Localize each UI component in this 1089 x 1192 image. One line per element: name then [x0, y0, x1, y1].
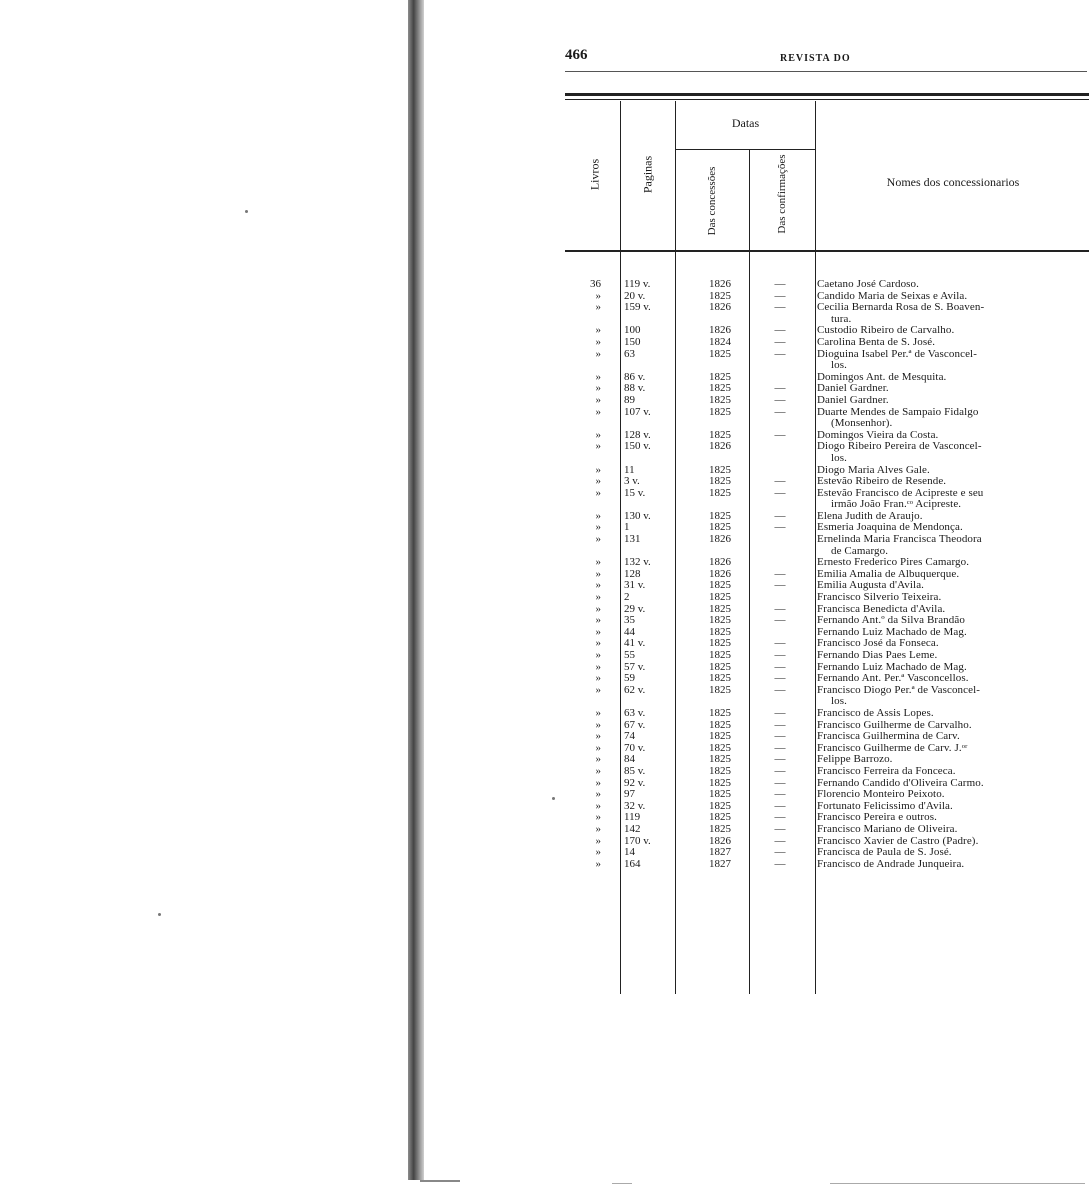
scan-speck — [158, 913, 161, 916]
livro-cell: » — [595, 672, 601, 685]
confirmacao-cell: — — [774, 811, 786, 824]
bottom-edge-line — [830, 1183, 1085, 1184]
pagina-cell: 170 v. — [624, 834, 651, 847]
pagina-cell: 150 v. — [624, 440, 651, 453]
pagina-cell: 44 — [624, 625, 635, 638]
confirmacao-cell: — — [774, 486, 786, 499]
nome-text: Fernando Candido d'Oliveira Carmo. — [817, 776, 984, 789]
nome-text: Custodio Ribeiro de Carvalho. — [817, 324, 955, 337]
concessao-cell: 1826 — [709, 567, 731, 580]
livro-cell: » — [595, 741, 601, 754]
concessao-cell: 1824 — [709, 335, 731, 348]
pagina-cell: 107 v. — [624, 405, 651, 418]
nome-cell — [817, 534, 1075, 557]
nome-text: Duarte Mendes de Sampaio Fidalgo — [817, 405, 979, 418]
pagina-cell: 67 v. — [624, 718, 646, 731]
concessao-cell: 1825 — [709, 741, 731, 754]
concessao-cell: 1825 — [709, 637, 731, 650]
table-row — [565, 534, 1089, 557]
pagina-cell: 1 — [624, 521, 630, 534]
nome-continuation: irmão João Fran.ᶜᵒ Acipreste. — [831, 498, 962, 511]
bottom-edge-line — [612, 1183, 632, 1184]
pagina-cell: 63 — [624, 347, 635, 360]
nome-cell — [817, 407, 1075, 430]
nome-text: Francisco Silverio Teixeira. — [817, 591, 942, 604]
nome-text: Daniel Gardner. — [817, 382, 889, 395]
concessao-cell: 1825 — [709, 486, 731, 499]
nome-text: Estevão Ribeiro de Resende. — [817, 475, 947, 488]
livro-cell: » — [595, 753, 601, 766]
table-top-rule-thin — [565, 99, 1089, 100]
confirmacao-cell: — — [774, 324, 786, 337]
pagina-cell: 11 — [624, 463, 635, 476]
concessao-cell: 1825 — [709, 706, 731, 719]
nome-text: Francisco Ferreira da Fonceca. — [817, 764, 956, 777]
confirmacao-cell: — — [774, 649, 786, 661]
livro-cell: » — [595, 788, 601, 801]
concessao-cell: 1826 — [709, 440, 731, 453]
table-body — [565, 279, 1089, 870]
concessao-cell: 1825 — [709, 509, 731, 522]
concessao-cell: 1825 — [709, 776, 731, 789]
livro-cell: » — [595, 637, 601, 650]
concessao-cell: 1825 — [709, 822, 731, 835]
concessao-cell: 1825 — [709, 370, 731, 383]
confirmacao-cell: — — [774, 822, 786, 835]
livro-cell: 36 — [590, 278, 601, 290]
concessao-cell: 1826 — [709, 324, 731, 337]
pagina-cell: 86 v. — [624, 370, 646, 383]
pagina-cell: 119 v. — [624, 278, 651, 290]
nome-text: Francisco José da Fonseca. — [817, 637, 939, 650]
confirmacao-cell: — — [774, 278, 786, 290]
livro-cell: » — [595, 625, 601, 638]
pagina-cell: 62 v. — [624, 683, 646, 696]
concessao-cell: 1825 — [709, 625, 731, 638]
page-number: 466 — [565, 47, 588, 63]
pagina-cell: 84 — [624, 753, 635, 766]
livro-cell: » — [595, 556, 601, 569]
livro-cell: » — [595, 811, 601, 824]
nome-text: Dioguina Isabel Per.ª de Vasconcel- — [817, 347, 977, 360]
pagina-cell: 57 v. — [624, 660, 646, 673]
concessao-cell: 1825 — [709, 683, 731, 696]
livro-cell: » — [595, 660, 601, 673]
confirmacao-cell: — — [774, 428, 786, 441]
concessao-cell: 1825 — [709, 463, 731, 476]
table-row — [565, 488, 1089, 511]
pagina-cell: 74 — [624, 730, 635, 743]
nome-text: Domingos Ant. de Mesquita. — [817, 370, 947, 383]
confirmacao-cell: — — [774, 788, 786, 801]
pagina-cell: 142 — [624, 822, 641, 835]
pagina-cell: 88 v. — [624, 382, 646, 395]
nome-cell — [817, 859, 1075, 871]
confirmacao-cell: — — [774, 799, 786, 812]
pagina-cell: 2 — [624, 591, 630, 604]
nome-text: Caetano José Cardoso. — [817, 278, 919, 290]
livro-cell: » — [595, 486, 601, 499]
nome-text: Fernando Ant.º da Silva Brandão — [817, 614, 965, 627]
confirmacao-cell: — — [774, 614, 786, 627]
confirmacao-cell: — — [774, 730, 786, 743]
concessao-cell: 1826 — [709, 556, 731, 569]
pagina-cell: 150 — [624, 335, 641, 348]
nome-text: Florencio Monteiro Peixoto. — [817, 788, 945, 801]
livro-cell: » — [595, 382, 601, 395]
livro-cell: » — [595, 846, 601, 859]
table-row — [565, 859, 1089, 871]
nome-text: Francisco Guilherme de Carvalho. — [817, 718, 972, 731]
pagina-cell: 92 v. — [624, 776, 646, 789]
nome-continuation: los. — [831, 359, 847, 372]
table-header-rule — [565, 250, 1089, 252]
livro-cell: » — [595, 683, 601, 696]
livro-cell: » — [595, 799, 601, 812]
nome-continuation: (Monsenhor). — [831, 417, 893, 430]
nome-text: Elena Judith de Araujo. — [817, 509, 923, 522]
livro-cell: » — [595, 857, 601, 870]
table-row — [565, 349, 1089, 372]
concessao-cell: 1825 — [709, 579, 731, 592]
scan-speck — [552, 797, 555, 800]
pagina-cell: 14 — [624, 846, 635, 859]
livro-cell: » — [595, 301, 601, 314]
confirmacao-cell: — — [774, 741, 786, 754]
concessao-cell: 1825 — [709, 289, 731, 302]
nome-text: Estevão Francisco de Acipreste e seu — [817, 486, 984, 499]
pagina-cell: 159 v. — [624, 301, 651, 314]
nome-text: Ernesto Frederico Pires Camargo. — [817, 556, 970, 569]
nome-text: Diogo Ribeiro Pereira de Vasconcel- — [817, 440, 982, 453]
pagina-cell: 15 v. — [624, 486, 646, 499]
confirmacao-cell: — — [774, 706, 786, 719]
confirmacao-cell: — — [774, 567, 786, 580]
confirmacao-cell: — — [774, 683, 786, 696]
concessao-cell: 1825 — [709, 672, 731, 685]
nome-text: Daniel Gardner. — [817, 393, 889, 406]
confirmacao-cell: — — [774, 579, 786, 592]
concessao-cell: 1825 — [709, 788, 731, 801]
nome-continuation: los. — [831, 451, 847, 464]
concessao-cell: 1825 — [709, 382, 731, 395]
header-rule — [565, 71, 1087, 72]
confirmacao-cell: — — [774, 672, 786, 685]
confirmacao-cell: — — [774, 718, 786, 731]
confirmacao-cell: — — [774, 846, 786, 859]
datas-underline — [676, 149, 815, 150]
pagina-cell: 63 v. — [624, 706, 646, 719]
livro-cell: » — [595, 521, 601, 534]
livro-cell: » — [595, 533, 601, 546]
pagina-cell: 20 v. — [624, 289, 646, 302]
livro-cell: » — [595, 347, 601, 360]
livro-cell: » — [595, 440, 601, 453]
nome-text: Ernelinda Maria Francisca Theodora — [817, 533, 982, 546]
nome-text: Fernando Ant. Per.ª Vasconcellos. — [817, 672, 969, 685]
pagina-cell: 97 — [624, 788, 635, 801]
pagina-cell: 132 v. — [624, 556, 651, 569]
header-paginas: Paginas — [640, 155, 655, 194]
concessao-cell: 1825 — [709, 811, 731, 824]
pagina-cell: 131 — [624, 533, 641, 546]
pagina-cell: 3 v. — [624, 475, 640, 488]
pagina-cell: 29 v. — [624, 602, 646, 615]
confirmacao-cell: — — [774, 753, 786, 766]
nome-text: Francisca Guilhermina de Carv. — [817, 730, 960, 743]
pagina-cell: 100 — [624, 324, 641, 337]
concessao-cell: 1825 — [709, 753, 731, 766]
confirmacao-cell: — — [774, 521, 786, 534]
nome-text: Fernando Luiz Machado de Mag. — [817, 660, 967, 673]
spine-foot — [420, 1170, 460, 1182]
header-concessoes: Das concessões — [706, 166, 718, 236]
concessao-cell: 1827 — [709, 857, 731, 870]
concessao-cell: 1825 — [709, 799, 731, 812]
nome-text: Cecilia Bernarda Rosa de S. Boaven- — [817, 301, 985, 314]
concessao-cell: 1825 — [709, 428, 731, 441]
livro-cell: » — [595, 764, 601, 777]
header-nomes: Nomes dos concessionarios — [886, 175, 1020, 189]
confirmacao-cell: — — [774, 475, 786, 488]
scan-speck — [245, 210, 248, 213]
confirmacao-cell: — — [774, 776, 786, 789]
pagina-cell: 32 v. — [624, 799, 646, 812]
pagina-cell: 119 — [624, 811, 641, 824]
nome-cell — [817, 349, 1075, 372]
pagina-cell: 41 v. — [624, 637, 646, 650]
livro-cell: » — [595, 614, 601, 627]
confirmacao-cell: — — [774, 660, 786, 673]
header-confirmacoes: Das confirmações — [776, 154, 788, 234]
pagina-cell: 130 v. — [624, 509, 651, 522]
livro-cell: » — [595, 579, 601, 592]
livro-cell: » — [595, 649, 601, 661]
livro-cell: » — [595, 393, 601, 406]
concessao-cell: 1826 — [709, 278, 731, 290]
concessao-cell: 1825 — [709, 347, 731, 360]
concessao-cell: 1826 — [709, 533, 731, 546]
concessao-cell: 1825 — [709, 591, 731, 604]
concessao-cell: 1825 — [709, 649, 731, 661]
concessao-cell: 1825 — [709, 764, 731, 777]
livro-cell: » — [595, 718, 601, 731]
book-spine — [408, 0, 424, 1180]
nome-continuation: de Camargo. — [831, 544, 889, 557]
confirmacao-cell: — — [774, 637, 786, 650]
pagina-cell: 31 v. — [624, 579, 646, 592]
confirmacao-cell: — — [774, 393, 786, 406]
livro-cell: » — [595, 324, 601, 337]
nome-text: Candido Maria de Seixas e Avila. — [817, 289, 968, 302]
pagina-cell: 89 — [624, 393, 635, 406]
pagina-cell: 35 — [624, 614, 635, 627]
confirmacao-cell: — — [774, 602, 786, 615]
nome-cell — [817, 441, 1075, 464]
confirmacao-cell: — — [774, 857, 786, 870]
concessao-cell: 1825 — [709, 475, 731, 488]
nome-text: Francisca de Paula de S. José. — [817, 846, 952, 859]
concessao-cell: 1825 — [709, 660, 731, 673]
nome-text: Francisco Mariano de Oliveira. — [817, 822, 958, 835]
livro-cell: » — [595, 776, 601, 789]
pagina-cell: 85 v. — [624, 764, 646, 777]
nome-cell — [817, 488, 1075, 511]
livro-cell: » — [595, 591, 601, 604]
livro-cell: » — [595, 370, 601, 383]
concessao-cell: 1825 — [709, 730, 731, 743]
pagina-cell: 59 — [624, 672, 635, 685]
table-row — [565, 685, 1089, 708]
nome-text: Fortunato Felicissimo d'Avila. — [817, 799, 953, 812]
concessao-cell: 1825 — [709, 718, 731, 731]
concessao-cell: 1825 — [709, 405, 731, 418]
nome-text: Emilia Amalia de Albuquerque. — [817, 567, 960, 580]
concessao-cell: 1826 — [709, 834, 731, 847]
header-datas: Datas — [731, 116, 760, 130]
pagina-cell: 128 v. — [624, 428, 651, 441]
concessao-cell: 1825 — [709, 614, 731, 627]
nome-text: Esmeria Joaquina de Mendonça. — [817, 521, 963, 534]
nome-text: Francisco de Assis Lopes. — [817, 706, 934, 719]
livro-cell: » — [595, 475, 601, 488]
running-title: REVISTA DO — [780, 53, 851, 64]
livro-cell: » — [595, 834, 601, 847]
nome-continuation: tura. — [831, 312, 852, 325]
livro-cell: » — [595, 706, 601, 719]
concessao-cell: 1827 — [709, 846, 731, 859]
confirmacao-cell: — — [774, 347, 786, 360]
nome-text: Emilia Augusta d'Avila. — [817, 579, 925, 592]
concessao-cell: 1825 — [709, 602, 731, 615]
table-top-rule — [565, 93, 1089, 96]
pagina-cell: 164 — [624, 857, 641, 870]
pagina-cell: 128 — [624, 567, 641, 580]
table-row — [565, 441, 1089, 464]
pagina-cell: 70 v. — [624, 741, 646, 754]
concessao-cell: 1826 — [709, 301, 731, 314]
header-livros: Livros — [587, 158, 602, 191]
concessao-cell: 1825 — [709, 521, 731, 534]
livro-cell: » — [595, 405, 601, 418]
concessao-cell: 1825 — [709, 393, 731, 406]
confirmacao-cell: — — [774, 301, 786, 314]
confirmacao-cell: — — [774, 335, 786, 348]
nome-text: Francisco Guilherme de Carv. J.ᵒʳ — [817, 741, 968, 754]
livro-cell: » — [595, 509, 601, 522]
nome-text: Francisca Benedicta d'Avila. — [817, 602, 946, 615]
nome-text: Francisco Pereira e outros. — [817, 811, 937, 824]
livro-cell: » — [595, 463, 601, 476]
livro-cell: » — [595, 289, 601, 302]
nome-text: Francisco Xavier de Castro (Padre). — [817, 834, 979, 847]
nome-text: Fernando Luiz Machado de Mag. — [817, 625, 967, 638]
nome-text: Diogo Maria Alves Gale. — [817, 463, 930, 476]
livro-cell: » — [595, 567, 601, 580]
livro-cell: » — [595, 428, 601, 441]
confirmacao-cell: — — [774, 764, 786, 777]
livro-cell: » — [595, 730, 601, 743]
nome-text: Felippe Barrozo. — [817, 753, 893, 766]
nome-text: Francisco de Andrade Junqueira. — [817, 857, 965, 870]
confirmacao-cell: — — [774, 289, 786, 302]
confirmacao-cell: — — [774, 834, 786, 847]
nome-text: Fernando Dias Paes Leme. — [817, 649, 938, 661]
nome-text: Francisco Diogo Per.ª de Vasconcel- — [817, 683, 981, 696]
pagina-cell: 55 — [624, 649, 635, 661]
livro-cell: » — [595, 335, 601, 348]
livro-cell: » — [595, 602, 601, 615]
confirmacao-cell: — — [774, 405, 786, 418]
livro-cell: » — [595, 822, 601, 835]
nome-cell — [817, 302, 1075, 325]
nome-cell — [817, 685, 1075, 708]
table-row — [565, 407, 1089, 430]
nome-text: Domingos Vieira da Costa. — [817, 428, 939, 441]
confirmacao-cell: — — [774, 382, 786, 395]
confirmacao-cell: — — [774, 509, 786, 522]
nome-continuation: los. — [831, 695, 847, 708]
table-row — [565, 302, 1089, 325]
nome-text: Carolina Benta de S. José. — [817, 335, 936, 348]
